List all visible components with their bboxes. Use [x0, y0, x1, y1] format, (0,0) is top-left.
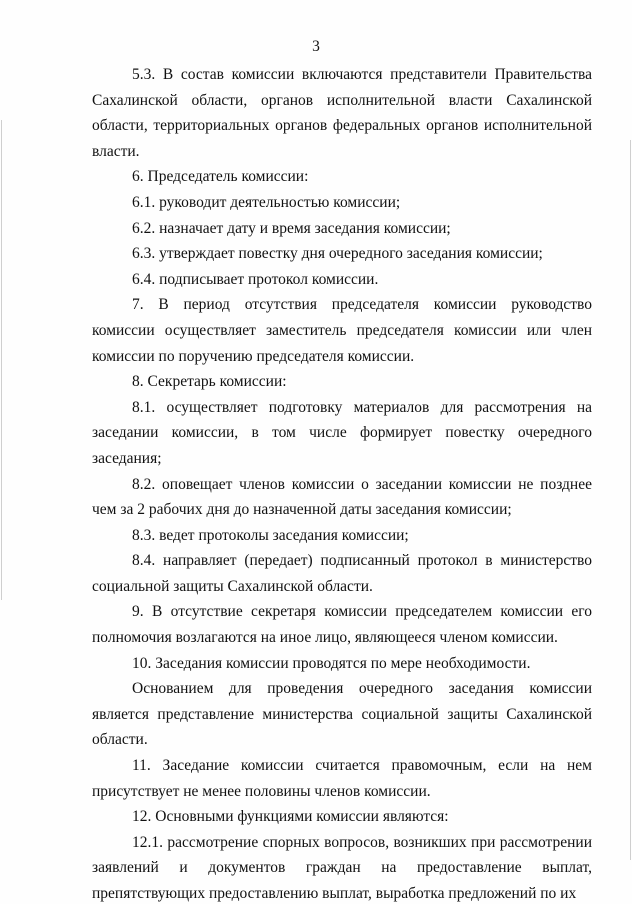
scan-edge-right — [630, 140, 631, 860]
paragraph-6-3: 6.3. утверждает повестку дня очередного заседания комиссии; — [132, 245, 543, 263]
paragraph-6-4: 6.4. подписывает протокол комиссии. — [132, 270, 379, 288]
paragraph-6-1: 6.1. руководит деятельностью комиссии; — [132, 193, 401, 211]
paragraph-8-2: 8.2. оповещает членов комиссии о заседании комиссии не позднее чем за 2 рабочих дня до назначенной даты заседания комиссии; — [92, 475, 592, 519]
paragraph-8-1: 8.1. осуществляет подготовку материалов для рассмотрения на заседании комиссии, в том числе формирует повестку очередного заседания; — [92, 398, 592, 467]
paragraph-11: 11. Заседание комиссии считается правомочным, если на нем присутствует не менее половины членов комиссии. — [92, 757, 592, 800]
document-body — [92, 62, 592, 907]
paragraph-8: 8. Секретарь комиссии: — [132, 373, 287, 391]
paragraph-8-3: 8.3. ведет протоколы заседания комиссии; — [132, 526, 409, 544]
paragraph-10: 10. Заседания комиссии проводятся по мере необходимости. — [132, 654, 531, 672]
scan-edge-left — [1, 120, 2, 600]
paragraph-6: 6. Председатель комиссии: — [132, 168, 309, 186]
paragraph-8-4: 8.4. направляет (передает) подписанный протокол в министерство социальной защиты Сахалинской области. — [92, 552, 592, 595]
paragraph-12-1: 12.1. рассмотрение спорных вопросов, возникших при рассмотрении заявлений и документов граждан на предоставление выплат, препятствующих предоставлению выплат, выработка предложений по их — [92, 833, 592, 902]
paragraph-10-basis: Основанием для проведения очередного заседания комиссии является представление министерства социальной защиты Сахалинской области. — [92, 680, 592, 749]
paragraph-9: 9. В отсутствие секретаря комиссии председателем комиссии его полномочия возлагаются на иное лицо, являющееся членом комиссии. — [92, 603, 592, 647]
page-number: 3 — [312, 38, 320, 55]
paragraph-6-2: 6.2. назначает дату и время заседания комиссии; — [132, 219, 451, 237]
paragraph-7: 7. В период отсутствия председателя комиссии руководство комиссии осуществляет заместитель председателя комиссии или член комиссии по поручению председателя комиссии. — [92, 296, 592, 365]
paragraph-5-3: 5.3. В состав комиссии включаются представители Правительства Сахалинской области, органов исполнительной власти Сахалинской области, территориальных органов федеральных органов исполнительной власти. — [92, 66, 592, 160]
paragraph-12: 12. Основными функциями комиссии являются: — [132, 808, 449, 826]
